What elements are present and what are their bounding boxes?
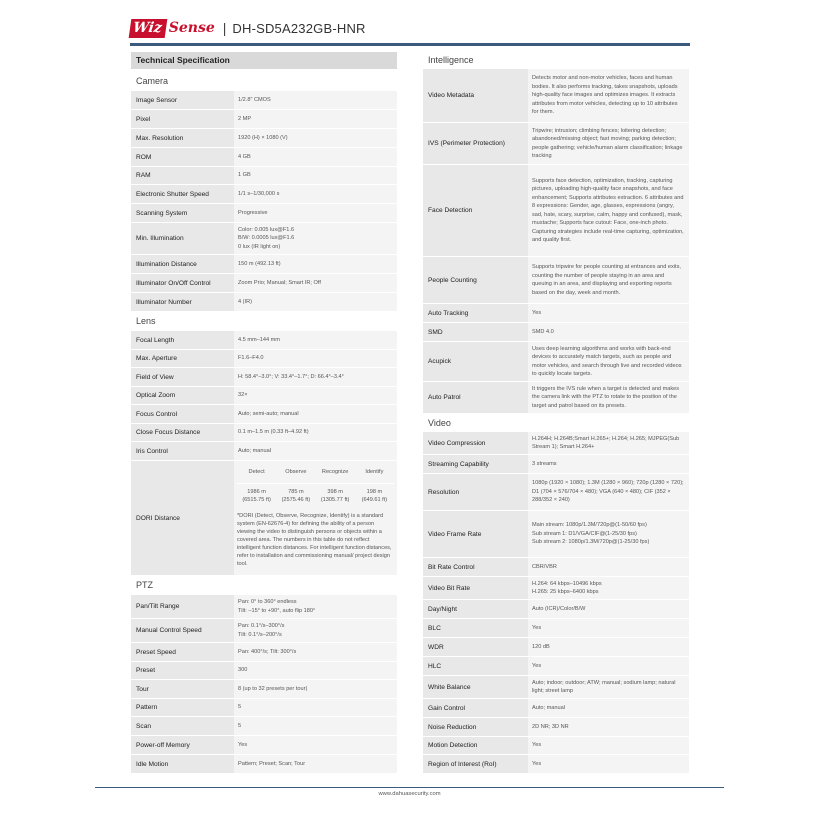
spec-label: Focal Length [131,331,234,349]
spec-row [423,737,689,755]
spec-label: SMD [423,323,528,341]
spec-value: 1080p (1920 × 1080); 1.3M (1280 × 960); 720p (1280 × 720); D1 (704 × 576/704 × 480); VGA (640 × 480); CIF (352 × 288/352 × 240) [528,474,689,510]
footer-rule [95,787,724,788]
spec-row [423,511,689,558]
spec-row [423,165,689,257]
spec-row [131,255,397,274]
spec-value: 0.1 m–1.5 m (0.33 ft–4.92 ft) [234,424,397,441]
spec-row [423,257,689,304]
spec-label: ROM [131,148,234,166]
spec-row [423,432,689,455]
spec-row [423,474,689,511]
spec-label: Power-off Memory [131,736,234,754]
spec-row [131,755,397,774]
spec-row [423,657,689,676]
spec-label: Face Detection [423,165,528,256]
spec-label: Noise Reduction [423,718,528,736]
right-column [423,52,689,774]
spec-value: Yes [528,755,689,773]
spec-value: Uses deep learning algorithms and works with back-end devices to accurately match targets, such as people and motor vehicles, and search through live and recorded videos to quickly locate targets. [528,342,689,381]
spec-value: Color: 0.005 lux@F1.6 B/W: 0.0005 lux@F1.6 0 lux (IR light on) [234,223,397,254]
spec-row [131,350,397,368]
header-rule [130,43,690,46]
spec-value: 1/1 s–1/30,000 s [234,185,397,203]
spec-value: Yes [528,737,689,754]
dori-header: Identify [365,469,384,475]
spec-label: Tour [131,680,234,698]
spec-row [131,405,397,424]
spec-label: Illuminator Number [131,293,234,311]
spec-row [131,699,397,717]
spec-label: Motion Detection [423,737,528,754]
spec-value: Pan: 400°/s; Tilt: 300°/s [234,643,397,661]
spec-label: Image Sensor [131,91,234,109]
spec-value: Main stream: 1080p/1.3M/720p@(1-50/60 fps) Sub stream 1: D1/VGA/CIF@(1-25/30 fps) Sub stream 2: 1080p/1.3M/720p@(1-25/30 fps) [528,511,689,557]
spec-row [423,304,689,323]
spec-row [423,382,689,414]
spec-label: Pixel [131,110,234,128]
spec-value: Yes [528,657,689,675]
spec-row [131,736,397,755]
camera-table [131,91,397,312]
spec-row [131,331,397,350]
spec-value: Pan: 0° to 360° endless Tilt: –15° to +90°, auto flip 180° [234,595,397,618]
spec-value: 4 (IR) [234,293,397,311]
spec-label: Iris Control [131,442,234,460]
spec-label: Pan/Tilt Range [131,595,234,618]
spec-label: Bit Rate Control [423,558,528,576]
spec-value: 120 dB [528,638,689,656]
spec-label: White Balance [423,676,528,698]
spec-value: Pan: 0.1°/s–300°/s Tilt: 0.1°/s–200°/s [234,619,397,642]
dori-header: Recognize [321,469,349,475]
spec-label: Auto Tracking [423,304,528,322]
spec-label: Max. Aperture [131,350,234,367]
section-heading-lens: Lens [136,316,156,326]
spec-label: DORI Distance [131,461,234,575]
spec-label: Preset [131,662,234,679]
video-table [423,432,689,774]
spec-value: 4.5 mm–144 mm [234,331,397,349]
spec-label: WDR [423,638,528,656]
spec-title: Technical Specification [131,52,397,69]
spec-label: Focus Control [131,405,234,423]
ptz-table [131,595,397,774]
brand-logo-sense: Sense [168,20,215,36]
spec-value: Progressive [234,204,397,222]
spec-row [131,387,397,405]
spec-value: 3 streams [528,455,689,473]
dori-cell: 1986 m (6515.75 ft) [237,483,276,508]
spec-value: Supports face detection, optimization, tracking, capturing pictures, uploading high-quality face snapshots, and face enhancement; Supports attributes extraction. 6 attributes and 8 expressions: Gender, age, glasses, expressions (angry, sad, hate, scary, surprise, calm, happy and confused), mask, mustache; Supports face cutout: Face, one-inch photo. Capturing strategies include real-time capturing, optimization, and quality first. [528,165,689,256]
spec-label: Illumination Distance [131,255,234,273]
spec-value: 2 MP [234,110,397,128]
spec-value: Auto; indoor; outdoor; ATW; manual; sodium lamp; natural light; street lamp [528,676,689,698]
spec-row [423,676,689,699]
spec-row [423,69,689,123]
spec-label: Optical Zoom [131,387,234,404]
dori-table [237,464,394,508]
spec-label: Auto Patrol [423,382,528,413]
spec-label: People Counting [423,257,528,303]
spec-label: Region of Interest (RoI) [423,755,528,773]
spec-row [423,558,689,577]
spec-row [131,185,397,204]
spec-value: 8 (up to 32 presets per tour) [234,680,397,698]
spec-label: Field of View [131,368,234,386]
spec-value: 150 m (492.13 ft) [234,255,397,273]
spec-value: 32× [234,387,397,404]
spec-row [423,718,689,737]
spec-label: RAM [131,167,234,184]
spec-row [131,424,397,442]
spec-value: H: 58.4°–3.0°; V: 33.4°–1.7°; D: 66.4°–3.4° [234,368,397,386]
spec-row [131,148,397,167]
left-column [131,52,397,774]
dori-value [234,461,397,575]
spec-value: Zoom Prio; Manual; Smart IR; Off [234,274,397,292]
spec-value: Detects motor and non-motor vehicles, faces and human bodies. It also performs tracking, takes snapshots, uploads high-quality face images and optimizes images. It extracts attributes from motor vehicles, detecting up to 10 attributes for them. [528,69,689,122]
spec-row [423,638,689,657]
spec-row [131,643,397,662]
dori-header: Detect [248,469,265,475]
spec-row [131,91,397,110]
intelligence-table [423,69,689,414]
spec-label: Close Focus Distance [131,424,234,441]
spec-label: Min. Illumination [131,223,234,254]
spec-label: Electronic Shutter Speed [131,185,234,203]
spec-value: Auto (ICR)/Color/B/W [528,600,689,618]
spec-value: Pattern; Preset; Scan; Tour [234,755,397,773]
spec-label: BLC [423,619,528,637]
spec-row [131,442,397,461]
spec-row [423,323,689,342]
spec-row [423,342,689,382]
spec-value: H.264H; H.264B;Smart H.265+; H.264; H.265; MJPEG(Sub Stream 1); Smart H.264+ [528,432,689,454]
spec-row [131,129,397,148]
spec-row [131,619,397,643]
dori-cell: 398 m (1305.77 ft) [316,483,355,508]
spec-label: Preset Speed [131,643,234,661]
spec-row [131,662,397,680]
dori-row [131,461,397,576]
spec-row [423,699,689,718]
spec-value: 300 [234,662,397,679]
spec-label: Illuminator On/Off Control [131,274,234,292]
spec-label: Idle Motion [131,755,234,773]
spec-label: Streaming Capability [423,455,528,473]
spec-row [131,368,397,387]
spec-value: 5 [234,699,397,716]
dori-cell: 785 m (2575.46 ft) [276,483,315,508]
spec-label: Video Bit Rate [423,577,528,599]
spec-value: H.264: 64 kbps–10496 kbps H.265: 25 kbps–6400 kbps [528,577,689,599]
section-heading-camera: Camera [136,76,169,86]
spec-label: Pattern [131,699,234,716]
spec-value: 4 GB [234,148,397,166]
spec-value: Auto; semi-auto; manual [234,405,397,423]
spec-value: 2D NR; 3D NR [528,718,689,736]
spec-value: CBR/VBR [528,558,689,576]
spec-row [131,204,397,223]
spec-value: Yes [528,304,689,322]
spec-value: SMD 4.0 [528,323,689,341]
spec-row [131,223,397,255]
spec-value: Tripwire; intrusion; climbing fences; loitering detection; abandoned/missing object; fast moving; parking detection; people gathering; vehicle/human alarm classification; linkage tracking [528,123,689,164]
spec-value: Auto; manual [234,442,397,460]
spec-row [131,717,397,736]
spec-value: Supports tripwire for people counting at entrances and exits, counting the number of people staying in an area and queuing in an area, and displaying and exporting reports based on the day, week and month. [528,257,689,303]
spec-value: It triggers the IVS rule when a target is detected and makes the camera link with the PTZ to rotate to the position of the target and patrol based on its presets. [528,382,689,413]
spec-label: IVS (Perimeter Protection) [423,123,528,164]
model-number: DH-SD5A232GB-HNR [232,20,366,36]
spec-row [423,600,689,619]
spec-value: 5 [234,717,397,735]
spec-label: Scanning System [131,204,234,222]
section-heading-video: Video [428,418,451,428]
spec-label: Day/Night [423,600,528,618]
spec-label: Video Metadata [423,69,528,122]
spec-value: Yes [528,619,689,637]
dori-note: *DORI (Detect, Observe, Recognize, Identify) is a standard system (EN-62676-4) for defining the ability of a person viewing the video to distinguish persons or objects within a covered area. The numbers in this table do not reflect intelligent function distances. For intelligent function distances, refer to installation and commissioning manual/ project design tool. [237,512,392,567]
spec-value: F1.6–F4.0 [234,350,397,367]
spec-value: 1 GB [234,167,397,184]
spec-label: Manual Control Speed [131,619,234,642]
spec-label: HLC [423,657,528,675]
spec-label: Scan [131,717,234,735]
spec-row [131,595,397,619]
spec-label: Video Frame Rate [423,511,528,557]
dori-header: Observe [285,469,307,475]
spec-value: 1/2.8" CMOS [234,91,397,109]
spec-row [131,110,397,129]
spec-value: Auto; manual [528,699,689,717]
footer-url[interactable]: www.dahuasecurity.com [378,791,441,797]
spec-label: Video Compression [423,432,528,454]
spec-value: Yes [234,736,397,754]
lens-table [131,331,397,576]
brand-logo-wiz: Wiz [129,19,167,38]
spec-label: Max. Resolution [131,129,234,147]
spec-row [131,680,397,699]
spec-row [131,167,397,185]
spec-row [131,274,397,293]
document-header [130,17,366,39]
spec-row [423,577,689,600]
header-separator: | [222,20,227,36]
spec-row [131,293,397,312]
spec-row [423,619,689,638]
section-heading-ptz: PTZ [136,580,153,590]
spec-label: Resolution [423,474,528,510]
spec-value: 1920 (H) × 1080 (V) [234,129,397,147]
spec-row [423,455,689,474]
dori-cell: 198 m (649.61 ft) [355,483,394,508]
spec-row [423,123,689,165]
spec-label: Acupick [423,342,528,381]
spec-row [423,755,689,774]
spec-label: Gain Control [423,699,528,717]
section-heading-intelligence: Intelligence [428,55,474,65]
